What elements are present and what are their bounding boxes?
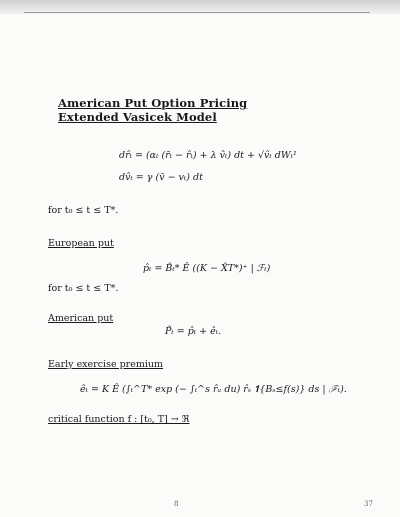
european-time-condition: for t₀ ≤ t ≤ T*. [48, 283, 119, 294]
european-put-equation: p̂ₜ = B̂ₜ* Ê ((K − X̂T*)⁺ | ℱₜ) [143, 263, 271, 274]
time-condition: for t₀ ≤ t ≤ T*. [48, 205, 119, 216]
critical-function-text: critical function f : [t₀, T] → ℜ [48, 414, 190, 425]
sde-rate-equation: dr̂ₜ = (αₜ (r̄ₜ − r̂ₜ) + λ v̂ₜ) dt + √v̂ₜ dWₜ¹ [119, 150, 297, 161]
title-line-2: Extended Vasicek Model [58, 110, 217, 124]
section-american-put: American put [48, 313, 114, 324]
early-exercise-equation: êₜ = K Ê (∫ₜ^T* exp (− ∫ₜ^s r̂ᵤ du) r̂ₛ 𝟏{Bₛ≤f(s)} ds | ℱₜ). [80, 384, 347, 395]
page-number-right: 37 [364, 500, 373, 508]
american-put-equation: P̂ₜ = p̂ₜ + êₜ. [165, 326, 222, 337]
title-line-1: American Put Option Pricing [58, 96, 248, 110]
section-european-put: European put [48, 238, 114, 249]
section-early-exercise: Early exercise premium [48, 359, 164, 370]
sde-volatility-equation: dv̂ₜ = γ (v̄ − vₜ) dt [119, 172, 203, 183]
scan-edge-line [24, 12, 370, 13]
page-number-center: 8 [174, 500, 179, 508]
